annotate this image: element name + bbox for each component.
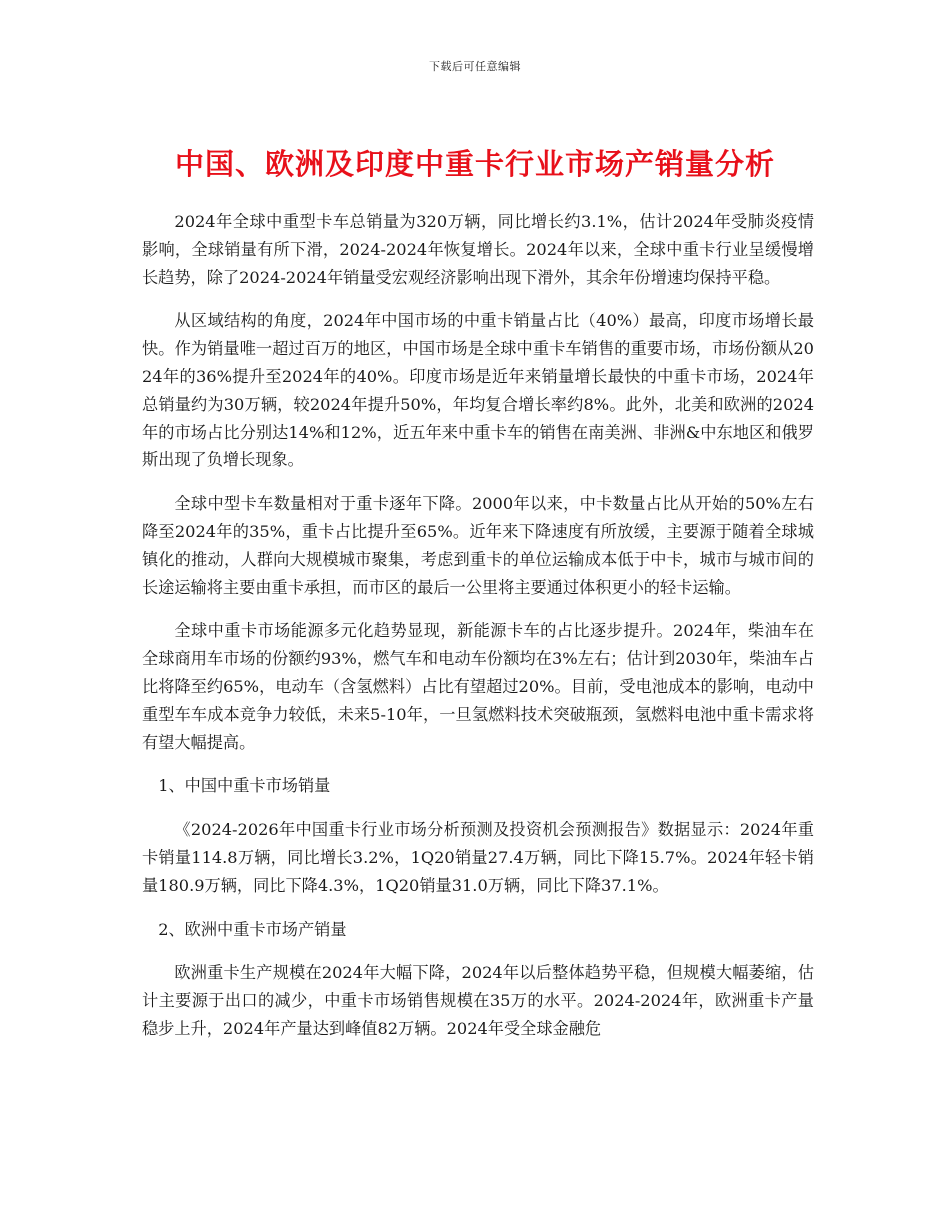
paragraph-regional-structure: 从区域结构的角度，2024年中国市场的中重卡销量占比（40%）最高，印度市场增长最快。作为销量唯一超过百万的地区，中国市场是全球中重卡车销售的重要市场，市场份额从2024年的36%提升至2024年的40%。印度市场是近年来销量增长最快的中重卡市场，2024年总销量约为30万辆，较2024年提升50%，年均复合增长率约8%。此外，北美和欧洲的2024年的市场占比分别达14%和12%，近五年来中重卡车的销售在南美洲、非洲&中东地区和俄罗斯出现了负增长现象。 bbox=[142, 311, 814, 470]
paragraph-medium-truck-trend: 全球中型卡车数量相对于重卡逐年下降。2000年以来，中卡数量占比从开始的50%左右降至2024年的35%，重卡占比提升至65%。近年来下降速度有所放缓，主要源于随着全球城镇化的推动，人群向大规模城市聚集，考虑到重卡的单位运输成本低于中卡，城市与城市间的长途运输将主要由重卡承担，而市区的最后一公里将主要通过体积更小的轻卡运输。 bbox=[142, 494, 814, 597]
paragraph-china-sales: 《2024-2026年中国重卡行业市场分析预测及投资机会预测报告》数据显示：2024年重卡销量114.8万辆，同比增长3.2%，1Q20销量27.4万辆，同比下降15.7%。2024年轻卡销量180.9万辆，同比下降4.3%，1Q20销量31.0万辆，同比下降37.1%。 bbox=[142, 820, 814, 895]
section-heading-china: 1、中国中重卡市场销量 bbox=[158, 776, 331, 796]
paragraph-global-sales: 2024年全球中重型卡车总销量为320万辆，同比增长约3.1%，估计2024年受肺炎疫情影响，全球销量有所下滑，2024-2024年恢复增长。2024年以来，全球中重卡行业呈缓慢增长趋势，除了2024-2024年销量受宏观经济影响出现下滑外，其余年份增速均保持平稳。 bbox=[142, 212, 814, 287]
header-note: 下载后可任意编辑 bbox=[429, 60, 521, 73]
document-title: 中国、欧洲及印度中重卡行业市场产销量分析 bbox=[174, 147, 775, 181]
document-body bbox=[142, 208, 814, 1059]
paragraph-energy-diversification: 全球中重卡市场能源多元化趋势显现，新能源卡车的占比逐步提升。2024年，柴油车在全球商用车市场的份额约93%，燃气车和电动车份额均在3%左右；估计到2030年，柴油车占比将降至约65%，电动车（含氢燃料）占比有望超过20%。目前，受电池成本的影响，电动中重型车车成本竞争力较低，未来5-10年，一旦氢燃料技术突破瓶颈，氢燃料电池中重卡需求将有望大幅提高。 bbox=[142, 621, 814, 752]
paragraph-europe-production: 欧洲重卡生产规模在2024年大幅下降，2024年以后整体趋势平稳，但规模大幅萎缩，估计主要源于出口的减少，中重卡市场销售规模在35万的水平。2024-2024年，欧洲重卡产量稳步上升，2024年产量达到峰值82万辆。2024年受全球金融危 bbox=[142, 963, 814, 1038]
section-heading-europe: 2、欧洲中重卡市场产销量 bbox=[158, 919, 347, 939]
